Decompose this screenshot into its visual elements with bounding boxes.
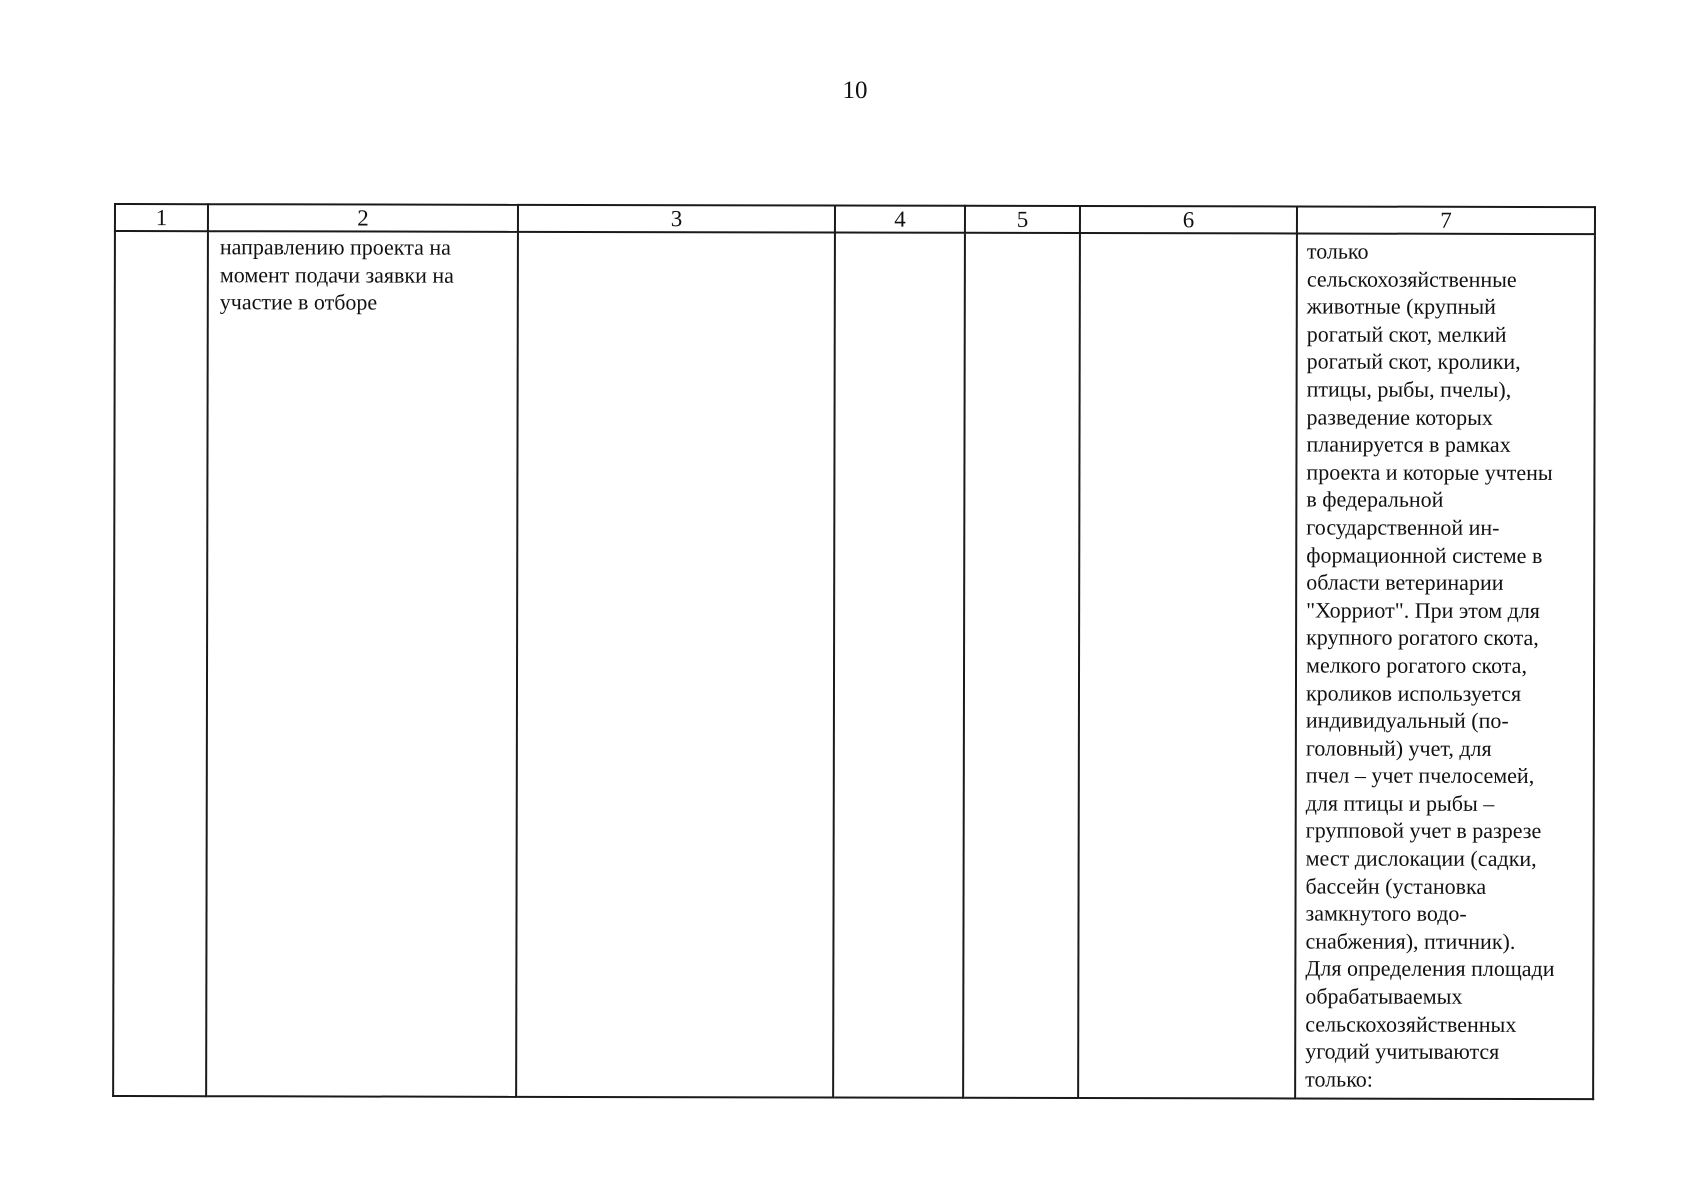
column-number-2: 2 [208,204,518,232]
cell-col4-text [836,234,964,235]
table-row [113,231,1595,1099]
document-table [112,203,1596,1100]
cell-col2 [206,231,518,1097]
cell-col3-text [519,233,834,235]
cell-col2-text: направлению проекта на момент подачи заявки на участие в отборе [219,234,454,315]
page-number: 10 [842,77,868,104]
cell-col6 [1078,233,1297,1098]
column-number-5: 5 [965,206,1080,233]
cell-col5 [963,233,1080,1098]
column-number-7: 7 [1297,206,1595,234]
column-number-row [115,204,1595,234]
column-number-3: 3 [518,205,835,233]
cell-col5-text [966,234,1079,235]
cell-col1 [113,231,208,1096]
cell-col6-text [1081,234,1296,235]
cell-col3 [516,232,835,1098]
cell-col7-text: только сельскохозяйственные животные (крупный рогатый скот, мелкий рогатый скот, кролики, птицы, рыбы, пчелы), разведение которых планируется в рамках проекта и которые учтены в федеральной государственной ин- формационной системе в области ветеринарии "Хорриот". При этом для крупного рогатого скота, мелкого рогатого скота, кроликов используется индивидуальный (по- головный) учет, для пчел – учет пчелосемей, для птицы и рыбы – групповой учет в разрезе мест дислокации (садки, бассейн (установка замкнутого водо- снабжения), птичник). Для определения площади обрабатываемых сельскохозяйственных угодий учитываются только: [1305,238,1555,1092]
cell-col1-text [116,232,207,233]
cell-col7 [1295,233,1595,1099]
column-number-1: 1 [115,204,208,231]
cell-col4 [833,233,965,1098]
column-number-4: 4 [835,206,965,233]
column-number-6: 6 [1080,206,1297,233]
